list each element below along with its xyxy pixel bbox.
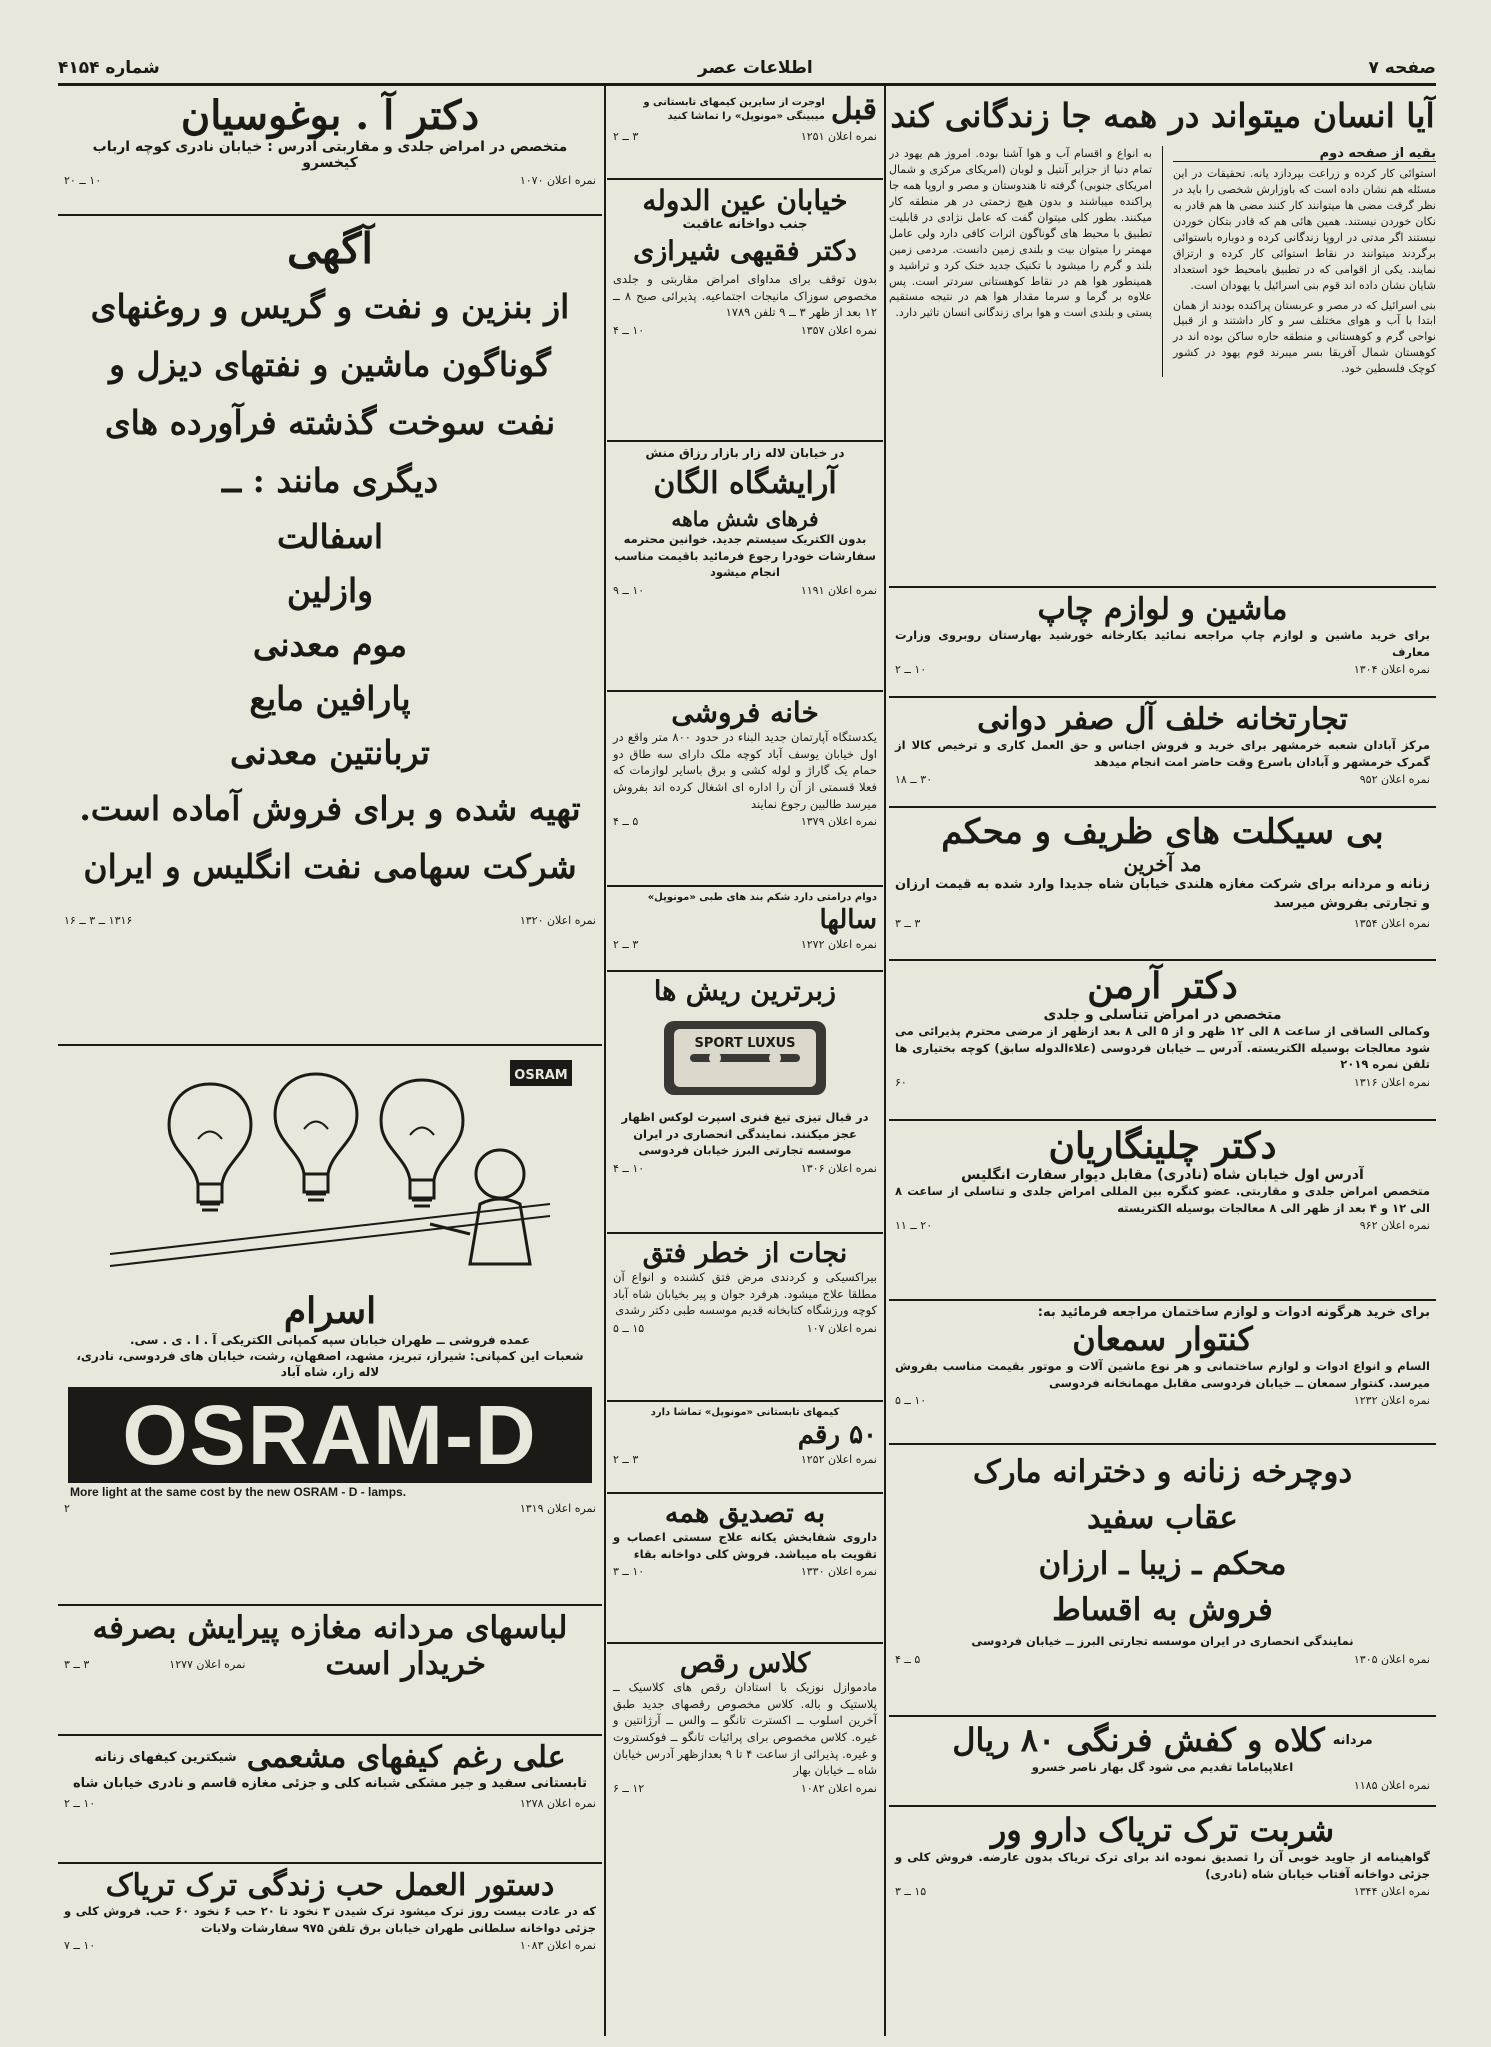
ad-body: متخصص در امراض جلدی و مقاربتی آدرس : خیابان نادری کوچه ارباب کیخسرو — [92, 139, 568, 171]
ad-ref: نمره اعلان ۱۳۵۷ — [800, 324, 877, 338]
ad-title: تجارتخانه خلف آل صفر دوانی — [977, 702, 1348, 737]
ad-ref: نمره اعلان ۱۲۵۱ — [800, 130, 877, 143]
ad-body-2: شعبات این کمپانی: شیراز، تبریز، مشهد، اصفهان، رشت، خیابان های فردوسی، نادری، لاله زار، شاه آباد — [76, 1349, 584, 1380]
ad-subtitle: دوام درامتی دارد شکم بند های طبی «مونوپل» — [647, 892, 877, 903]
osram-d-logo: OSRAM-D — [68, 1387, 592, 1483]
ad-body: گواهینامه از جاوید خوبی آن را تصدیق نموده اند برای ترک تریاک بدون عارضه. فروش کلی و جزئی دواخانه آفتاب خیابان شاه (نادری) — [895, 1850, 1430, 1881]
ad-code: ۱۰ ــ ۳ — [613, 1565, 645, 1579]
ad-title: دستور العمل حب زندگی ترک تریاک — [105, 1868, 555, 1903]
ad-code: ۳ ــ ۲ — [613, 1452, 639, 1466]
ad-title: دوچرخه زنانه و دخترانه مارک — [972, 1454, 1353, 1490]
ad-code: ۳ ــ ۳ — [895, 916, 921, 930]
article-headline: آیا انسان میتواند در همه جا زندگانی کند — [890, 96, 1435, 135]
ad-title: اسرام — [283, 1290, 377, 1332]
ad-ref: نمره اعلان ۱۰۷۰ — [519, 174, 596, 187]
ad-title: قبل — [830, 92, 877, 127]
lightbulb-icon — [275, 1074, 357, 1200]
ad-body: در قبال تیزی تیغ فنری اسپرت لوکس اظهار عجز میکنند. نمایندگی انحصاری در ایران موسسه تجارتی البرز خیابان فردوسی — [621, 1110, 869, 1158]
ad-subtitle: شیکترین کیفهای زنانه — [94, 1750, 237, 1765]
ad-ref: نمره اعلان ۱۳۴۴ — [1353, 1885, 1430, 1899]
right-column — [889, 88, 1436, 2036]
ad-ref: نمره اعلان ۱۳۰۵ — [1353, 1652, 1430, 1666]
ad-body: داروی شفابخش یکانه علاج سستی اعصاب و تقویت باه میباشد. فروش کلی دواخانه بقاء — [613, 1530, 877, 1561]
ad-code: ۱۰ ــ ۷ — [64, 1939, 96, 1953]
ad-ref: نمره اعلان ۱۳۲۰ — [519, 914, 596, 927]
ad-ref: نمره اعلان ۱۳۵۴ — [1353, 916, 1430, 930]
ad-printing-machines — [889, 588, 1436, 698]
article-body-c: به انواع و اقسام آب و هوا آشنا بوده. امروز هم یهود در تمام دنیا از جزایر آنتیل و لوبان (امریکای مرکزی و شمال امریکای جنوبی) گرفته تا هندوستان و مصر و اروپا همه جا پراکنده میباشند و بدون هیچ زحمتی در هر منطقه کار میکنند. بطور کلی میتوان گفت که عامل نژادی در قابلیت تطبیق با محیط های گوناگون اثرات کافی دارد ولی عامل مهمتر را میتوان بیت و بلندی زمین دانست. مردمی زمین بلند و گرم را میشود با تکنیک جدید خنک کرد و تراشید و همینطور هوا هم در نقاط کوهستانی سردتر است. پس علاوه بر گرما و سرما مقدار هوا هم در نتیجه مستقیم پستی و بلندی است و هوا برای زندگانی انسان تاثیر دارد. — [889, 147, 1152, 320]
ad-title: به تصدیق همه — [664, 1498, 826, 1529]
ad-bicycles — [889, 808, 1436, 961]
ad-hats-shoes — [889, 1717, 1436, 1807]
ad-ref: نمره اعلان ۱۳۰۴ — [1353, 663, 1430, 677]
ad-monopol-belts — [607, 887, 883, 972]
ad-subtitle: مردانه — [1332, 1732, 1373, 1748]
osram-tagline: More light at the same cost by the new OSRAM - D - lamps. — [70, 1484, 407, 1499]
ad-code: ۱۰ ــ ۲۰ — [64, 174, 102, 187]
ad-trading-house — [889, 698, 1436, 808]
ad-title: کنتوار سمعان — [1072, 1320, 1253, 1358]
ad-subtitle: فرهای شش ماهه — [671, 507, 819, 531]
ad-body: زنانه و مردانه برای شرکت مغازه هلندی خیابان شاه جدیدا وارد شده به قیمت ارزان و تجارتی بفروش میرسد — [895, 877, 1430, 911]
ad-monopol-50 — [607, 1402, 883, 1494]
ad-opium-syrup — [889, 1807, 1436, 1932]
ad-title: دکتر فقیهی شیرازی — [633, 236, 857, 267]
ad-code: ۳ ــ ۲ — [613, 937, 639, 951]
ad-title: آگهی — [286, 224, 374, 273]
ad-code: ۱۳۱۶ ــ ۳ ــ ۱۶ — [64, 914, 133, 927]
ad-elegan-salon — [607, 442, 883, 692]
ad-location: جنب دواخانه عاقبت — [682, 217, 808, 232]
article-body-a: استوائی کار کرده و زراعت بپردازد یانه. تحقیقات در این مسئله هم نشان داده است که باوزارش شخصی را باید در نظر گرفت مضی ها میتوانند کار کنند مضی ها هم قادر به نکان خوردن نیستند. همین هائی هم که قادر بتکان خوردن نیستند اگر مدتی در اروپا زندگانی کرده و دوباره باستوائی برگردند میتوانند در نقاط استوائی کار کرده و ارتزاق نمایند. یکی از اقوامی که در تطبیق بامحیط خود استعداد شایان نشان داده اند قوم بنی اسرائیل یا یهودان است. — [1172, 167, 1436, 292]
ad-code: ۱۰ ــ ۴ — [613, 1162, 645, 1176]
ad-code: ۱۰ ــ ۲ — [895, 663, 927, 677]
ad-title: ماشین و لوازم چاپ — [1037, 592, 1288, 627]
ad-installments: فروش به اقساط — [1052, 1592, 1273, 1628]
ad-brand: عقاب سفید — [1087, 1500, 1238, 1536]
ad-code: ۶۰ — [895, 1076, 907, 1090]
page-header — [58, 58, 1436, 82]
product-item: موم معدنی — [252, 625, 408, 664]
ad-ref: نمره اعلان ۹۶۲ — [1359, 1219, 1430, 1233]
ad-body: اوجرت از سایرین کیمهای تابستانی و میبینگی «مونوپل» را تماشا کنید — [643, 97, 825, 122]
ad-code: ۲۰ ــ ۱۱ — [895, 1219, 933, 1233]
ad-title: آرایشگاه الگان — [653, 466, 837, 501]
product-item: پارافین مایع — [249, 679, 411, 718]
ad-body: یکدستگاه آپارتمان جدید البناء در حدود ۸۰۰ متر واقع در اول خیابان یوسف آباد کوچه ملک دارای سه طاق دو حمام یک گاراژ و لوله کشی و برق باسایر لوازمات که فعلا قسمتی از آن را اداره ای اشغال کرده اند بفروش میرسد طالبین رجوع نمایند — [613, 730, 878, 811]
column-rule-right — [884, 86, 886, 2036]
ad-title: لباسهای مردانه مغازه پیرایش بصرفه — [92, 1610, 568, 1646]
ad-code: ۱۰ ــ ۴ — [613, 324, 645, 338]
issue-number: شماره ۴۱۵۴ — [58, 58, 160, 78]
lightbulb-icon — [169, 1084, 251, 1210]
ad-line-3: نفت سوخت گذشته فرآورده های — [104, 403, 556, 442]
ad-monopol-before — [607, 88, 883, 180]
ad-ref: نمره اعلان ۱۳۱۹ — [519, 1501, 596, 1515]
ad-ref: نمره اعلان ۱۱۹۱ — [800, 584, 877, 598]
ad-doctor-armen — [889, 961, 1436, 1121]
ad-ref: نمره اعلان ۹۵۲ — [1359, 773, 1430, 787]
ad-ref: نمره اعلان ۱۱۸۵ — [1353, 1778, 1430, 1792]
ad-intro: برای خرید هرگونه ادوات و لوازم ساختمان مراجعه فرمائید به: — [1037, 1305, 1430, 1320]
razor-blade-icon — [660, 1015, 830, 1101]
ad-body: متخصص امراض جلدی و مقاربتی. عضو کنگره بین المللی امراض جلدی و تناسلی از ساعت ۸ الی ۱۲ و ۴ بعد از ظهر الی ۸ معالجات بوسیله الکتریسته — [895, 1184, 1430, 1215]
osram-illustration — [80, 1054, 580, 1290]
ad-code: ۳ ــ ۳ — [64, 1657, 90, 1671]
ad-ref: نمره اعلان ۱۲۷۷ — [169, 1657, 246, 1671]
ad-osram — [58, 1046, 602, 1606]
blade-brand-text: SPORT LUXUS — [694, 1036, 796, 1051]
ad-opium-pills — [58, 1864, 602, 2024]
ad-address: آدرس اول خیابان شاه (نادری) مقابل دیوار سفارت انگلیس — [961, 1167, 1364, 1183]
ad-ref: نمره اعلان ۱۰۸۲ — [800, 1782, 877, 1796]
ad-pirayesh-clothes — [58, 1606, 602, 1736]
ad-doctor-boghossian — [58, 88, 602, 216]
ad-body: مرکز آبادان شعبه خرمشهر برای خرید و فروش اجناس و حق العمل کاری و ترخیص کالا از گمرک خرمشهر و آبادان باسرع وقت حاضر امت انجام میدهد — [895, 738, 1430, 769]
ad-dance-class — [607, 1644, 883, 1906]
ad-anglo-iranian-oil — [58, 216, 602, 1046]
product-item: اسفالت — [276, 517, 384, 556]
ad-ref: نمره اعلان ۱۲۷۸ — [519, 1796, 596, 1810]
ad-white-eagle-bicycles — [889, 1445, 1436, 1717]
ad-ref: نمره اعلان ۱۳۷۹ — [800, 815, 877, 829]
ad-ref: نمره اعلان ۱۳۰۶ — [800, 1162, 877, 1176]
ad-body: بدون توقف برای مداوای امراض مقاربتی و جلدی مخصوص سوزاک مانیجات اجتماعیه. پذیرائی صبح ۸ ــ ۱۲ بعد از ظهر ۳ ــ ۹ تلفن ۱۷۸۹ — [613, 272, 877, 320]
ad-title: شربت ترک تریاک دارو ور — [990, 1811, 1335, 1849]
osram-bulb-label: OSRAM — [514, 1068, 568, 1083]
ad-line-1: از بنزین و نفت و گریس و روغنهای — [90, 287, 570, 326]
ad-body: السام و انواع ادوات و لوازم ساختمانی و هر نوع ماشین آلات و موتور بقیمت مناسب بفروش میرسد. کنتوار سمعان ــ خیابان فردوسی مقابل مهمانخانه فردوسی — [895, 1359, 1430, 1390]
ad-tonic — [607, 1494, 883, 1644]
ad-hernia — [607, 1234, 883, 1402]
ad-body: اعلاپیاماما تقدیم می شود گل بهار ناصر خسرو — [1031, 1760, 1294, 1774]
column-rule-left — [604, 86, 606, 2036]
feature-article — [889, 88, 1436, 588]
ad-code: ۱۲ ــ ۶ — [613, 1782, 645, 1796]
ad-subtitle: کیمهای تابستانی «مونوپل» تماشا دارد — [650, 1407, 840, 1418]
ad-title: دکتر آ . بوغوسیان — [180, 92, 480, 139]
lightbulb-icon — [381, 1080, 463, 1206]
ad-body: تابستانی سفید و جیر مشکی شبانه کلی و جزئی مغازه قاسم و نادری خیابان شاه — [72, 1776, 588, 1791]
product-item: وازلین — [286, 571, 374, 610]
ad-ref: نمره اعلان ۱۰۸۳ — [519, 1939, 596, 1953]
left-column — [58, 88, 602, 2036]
ad-code: ۱۰ ــ ۲ — [64, 1796, 96, 1810]
ad-body-1: عمده فروشی ــ طهران خیابان سپه کمپانی الکتریکی آ . ا . ی . سی. — [129, 1333, 531, 1347]
ad-body: بدون الکتریک سیستم جدید. خوانین محترمه سفارشات خودرا رجوع فرمائید باقیمت مناسب انجام میشود — [614, 532, 876, 580]
ad-title: ۵۰ رقم — [797, 1419, 877, 1450]
ad-subtitle: مد آخرین — [1123, 852, 1202, 876]
page-number: صفحه ۷ — [1368, 58, 1436, 78]
ad-doctor-chelingarian — [889, 1121, 1436, 1301]
header-rule — [58, 83, 1436, 86]
product-item: تربانتین معدنی — [230, 733, 430, 772]
ad-code: ۱۰ ــ ۹ — [613, 584, 645, 598]
ad-location: در خیابان لاله زار بازار رزاق منش — [645, 446, 845, 460]
ad-code: ۵ ــ ۴ — [613, 815, 639, 829]
ad-title: علی رغم کیفهای مشعمی — [246, 1740, 566, 1775]
ad-title: زبرترین ریش ها — [653, 976, 837, 1007]
paper-name: اطلاعات عصر — [698, 58, 813, 78]
ad-house-sale — [607, 692, 883, 887]
ad-body: بیراکسیکی و کردندی مرض فتق کشنده و انواع آن مطلقا علاج میشود. هرفرد جوان و پیر بخیابان شاه آباد کوچه ورزشگاه کتابخانه قدیم موسسه طبی دکتر رشدی — [613, 1270, 877, 1318]
ad-code: ۵ ــ ۴ — [895, 1652, 921, 1666]
ad-body: مادموازل نوزیک با استادان رقص های کلاسیک ــ پلاستیک و باله. کلاس مخصوص رقصهای جدید طبق آخرین اسلوب ــ اکسترت تانگو ــ والس ــ آرژانتین و غیره. کلاس مخصوص برای پرائیات تانگو ــ فوکستروت و غیره. پذیرائی از ساعت ۴ تا ۹ بعدازظهر آدرس خیابان شاه ــ خیابان بهار — [613, 1680, 877, 1778]
ad-line-5: تهیه شده و برای فروش آماده است. — [79, 789, 581, 828]
ad-title: کلاس رقص — [679, 1648, 811, 1679]
ad-ref: نمره اعلان ۱۳۱۶ — [1353, 1076, 1430, 1090]
ad-line-2: خریدار است — [325, 1646, 486, 1682]
ad-body: وکمالی الساقی از ساعت ۸ الی ۱۲ ظهر و از ۵ الی ۸ بعد ازظهر از مرضی محترم پذیرائی می شود معالجات بوسیله الکتریسته. آدرس ــ خیابان فردوسی (علاءالدوله سابق) کوچه بختیاری ها تلفن نمره ۲۰۱۹ — [895, 1024, 1431, 1072]
ad-line-2: گوناگون ماشین و نفتهای دیزل و — [109, 345, 551, 384]
article-body-b: بنی اسرائیل که در مصر و عربستان پراکنده بودند از همان ابتدا با آب و هوای مختلف سر و کار داشتند و از قبیل نواحی گرم و کوهستانی و منطقه حاره ساکن بوده اند در کوهستان شمال آفریقا بسر میبرند قوم یهود در کشور کوچک فلسطین خود. — [1172, 298, 1436, 376]
ad-body: که در عادت بیست روز ترک میشود ترک شیدن ۳ نخود تا ۲۰ حب ۶ نخود ۶۰ حب. فروش کلی و جزئی دواخانه سلطانی طهران خیابان برق تلفن ۹۷۵ سفارشات ولایات — [64, 1904, 596, 1935]
ad-body: برای خرید ماشین و لوازم چاپ مراجعه نمائید بکارخانه خورشید بهارستان روبروی وزارت معارف — [895, 628, 1430, 659]
ad-body: نمایندگی انحصاری در ایران موسسه تجارتی البرز ــ خیابان فردوسی — [971, 1634, 1354, 1648]
ad-subtitle: متخصص در امراض تناسلی و جلدی — [1043, 1007, 1282, 1023]
ad-title: دکتر چلینگاریان — [1048, 1125, 1277, 1167]
ad-title: سالها — [819, 904, 877, 935]
ad-code: ۳ ــ ۲ — [613, 130, 639, 143]
ad-code: ۲ — [64, 1501, 70, 1515]
ad-ref: نمره اعلان ۱۲۳۲ — [1353, 1394, 1430, 1408]
ad-ref: نمره اعلان ۱۲۵۲ — [800, 1452, 877, 1466]
ad-title: کلاه و کفش فرنگی ۸۰ ریال — [952, 1721, 1325, 1759]
ad-title: خانه فروشی — [671, 696, 819, 729]
ad-sport-luxus — [607, 972, 883, 1234]
ad-code: ۱۰ ــ ۵ — [895, 1394, 927, 1408]
ad-doctor-faghihi — [607, 180, 883, 442]
ad-code: ۱۵ ــ ۳ — [895, 1885, 927, 1899]
ad-line-4: دیگری مانند : ــ — [221, 461, 439, 500]
middle-column — [607, 88, 883, 2036]
ad-leather-bags — [58, 1736, 602, 1864]
ad-title: نجات از خطر فتق — [642, 1238, 848, 1269]
ad-semaan-counter — [889, 1301, 1436, 1445]
ad-ref: نمره اعلان ۱۰۷ — [806, 1322, 877, 1336]
ad-company: شرکت سهامی نفت انگلیس و ایران — [83, 847, 577, 886]
ad-ref: نمره اعلان ۱۳۳۰ — [800, 1565, 877, 1579]
ad-code: ۳۰ ــ ۱۸ — [895, 773, 933, 787]
ad-title: دکتر آرمن — [1087, 965, 1238, 1007]
ad-title: بی سیکلت های ظریف و محکم — [941, 812, 1384, 852]
ad-code: ۱۵ ــ ۵ — [613, 1322, 645, 1336]
continued-label: بقیه از صفحه دوم — [1173, 146, 1436, 162]
ad-ref: نمره اعلان ۱۲۷۲ — [800, 937, 877, 951]
ad-slogan: محکم ـ زیبا ـ ارزان — [1038, 1546, 1287, 1582]
ad-street: خیابان عین الدوله — [642, 184, 848, 217]
